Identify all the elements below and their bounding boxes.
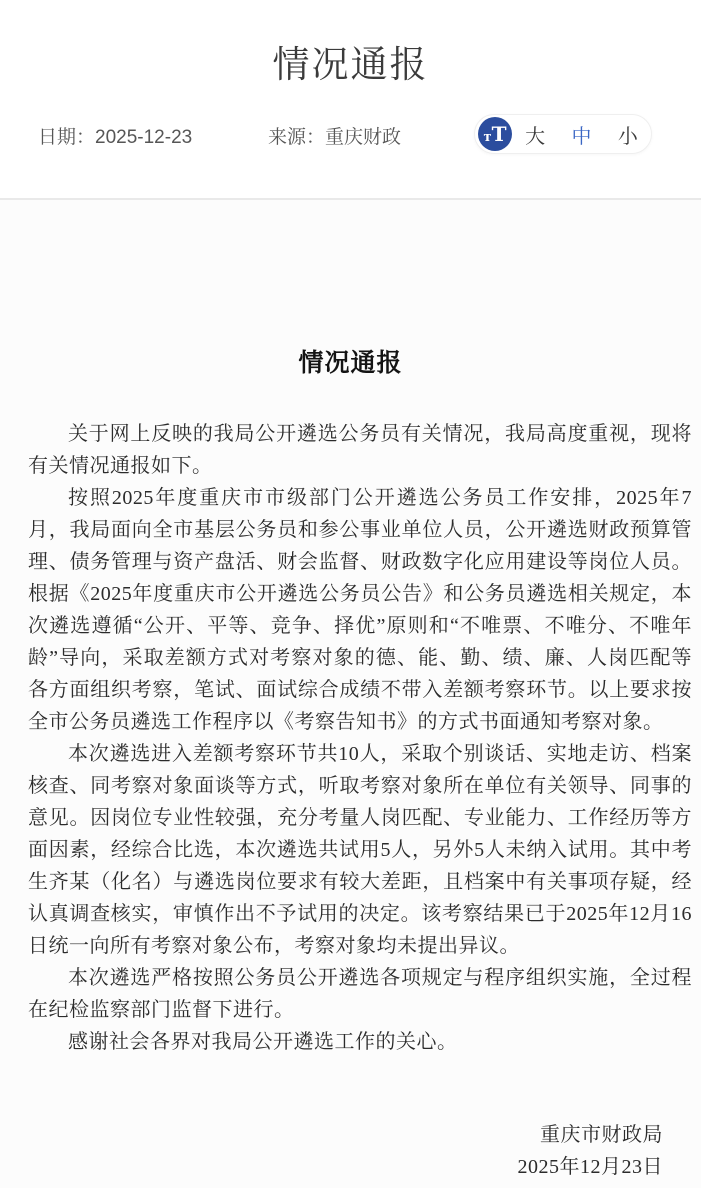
document-title: 情况通报 (298, 350, 403, 377)
font-size-control[interactable] (474, 114, 652, 154)
signature-org: 重庆市财政局 (540, 1124, 663, 1146)
paragraph: 本次遴选严格按照公务员公开遴选各项规定与程序组织实施，全过程在纪检监察部门监督下进行。 (28, 967, 692, 1021)
paragraph: 关于网上反映的我局公开遴选公务员有关情况，我局高度重视，现将有关情况通报如下。 (28, 423, 692, 477)
publish-date (38, 125, 192, 151)
font-size-icon-big-t: T (491, 122, 507, 146)
source-label: 来源： (268, 127, 326, 148)
page-title: 情况通报 (272, 44, 429, 85)
font-size-option-small[interactable]: 小 (617, 125, 638, 148)
publish-source (268, 125, 401, 151)
font-size-icon[interactable] (478, 117, 512, 151)
paragraph: 按照2025年度重庆市市级部门公开遴选公务员工作安排，2025年7月，我局面向全市基层公务员和参公事业单位人员，公开遴选财政预算管理、债务管理与资产盘活、财会监督、财政数字化应用建设等岗位人员。根据《2025年度重庆市公开遴选公务员公告》和公务员遴选相关规定，本次遴选遵循“公开、平等、竞争、择优”原则和“不唯票、不唯分、不唯年龄”导向，采取差额方式对考察对象的德、能、勤、绩、廉、人岗匹配等各方面组织考察，笔试、面试综合成绩不带入差额考察环节。以上要求按全市公务员遴选工作程序以《考察告知书》的方式书面通知考察对象。 (28, 487, 692, 733)
font-size-option-medium[interactable]: 中 (571, 125, 592, 148)
document-paragraphs (0, 418, 701, 1183)
date-value: 2025-12-23 (95, 127, 193, 148)
font-size-icon-small-t: т (483, 130, 492, 145)
article-body (0, 200, 701, 1188)
paragraph: 本次遴选进入差额考察环节共10人，采取个别谈话、实地走访、档案核查、同考察对象面谈等方式，听取考察对象所在单位有关领导、同事的意见。因岗位专业性较强，充分考量人岗匹配、专业能力、工作经历等方面因素，经综合比选，本次遴选共试用5人，另外5人未纳入试用。其中考生齐某（化名）与遴选岗位要求有较大差距，且档案中有关事项存疑，经认真调查核实，审慎作出不予试用的决定。该考察结果已于2025年12月16日统一向所有考察对象公布，考察对象均未提出异议。 (28, 743, 692, 957)
signature-block (28, 1119, 692, 1183)
paragraph: 感谢社会各界对我局公开遴选工作的关心。 (68, 1031, 458, 1053)
font-size-option-large[interactable]: 大 (525, 125, 546, 148)
source-value: 重庆财政 (325, 127, 402, 148)
date-label: 日期： (38, 127, 96, 148)
signature-date: 2025年12月23日 (517, 1156, 663, 1178)
